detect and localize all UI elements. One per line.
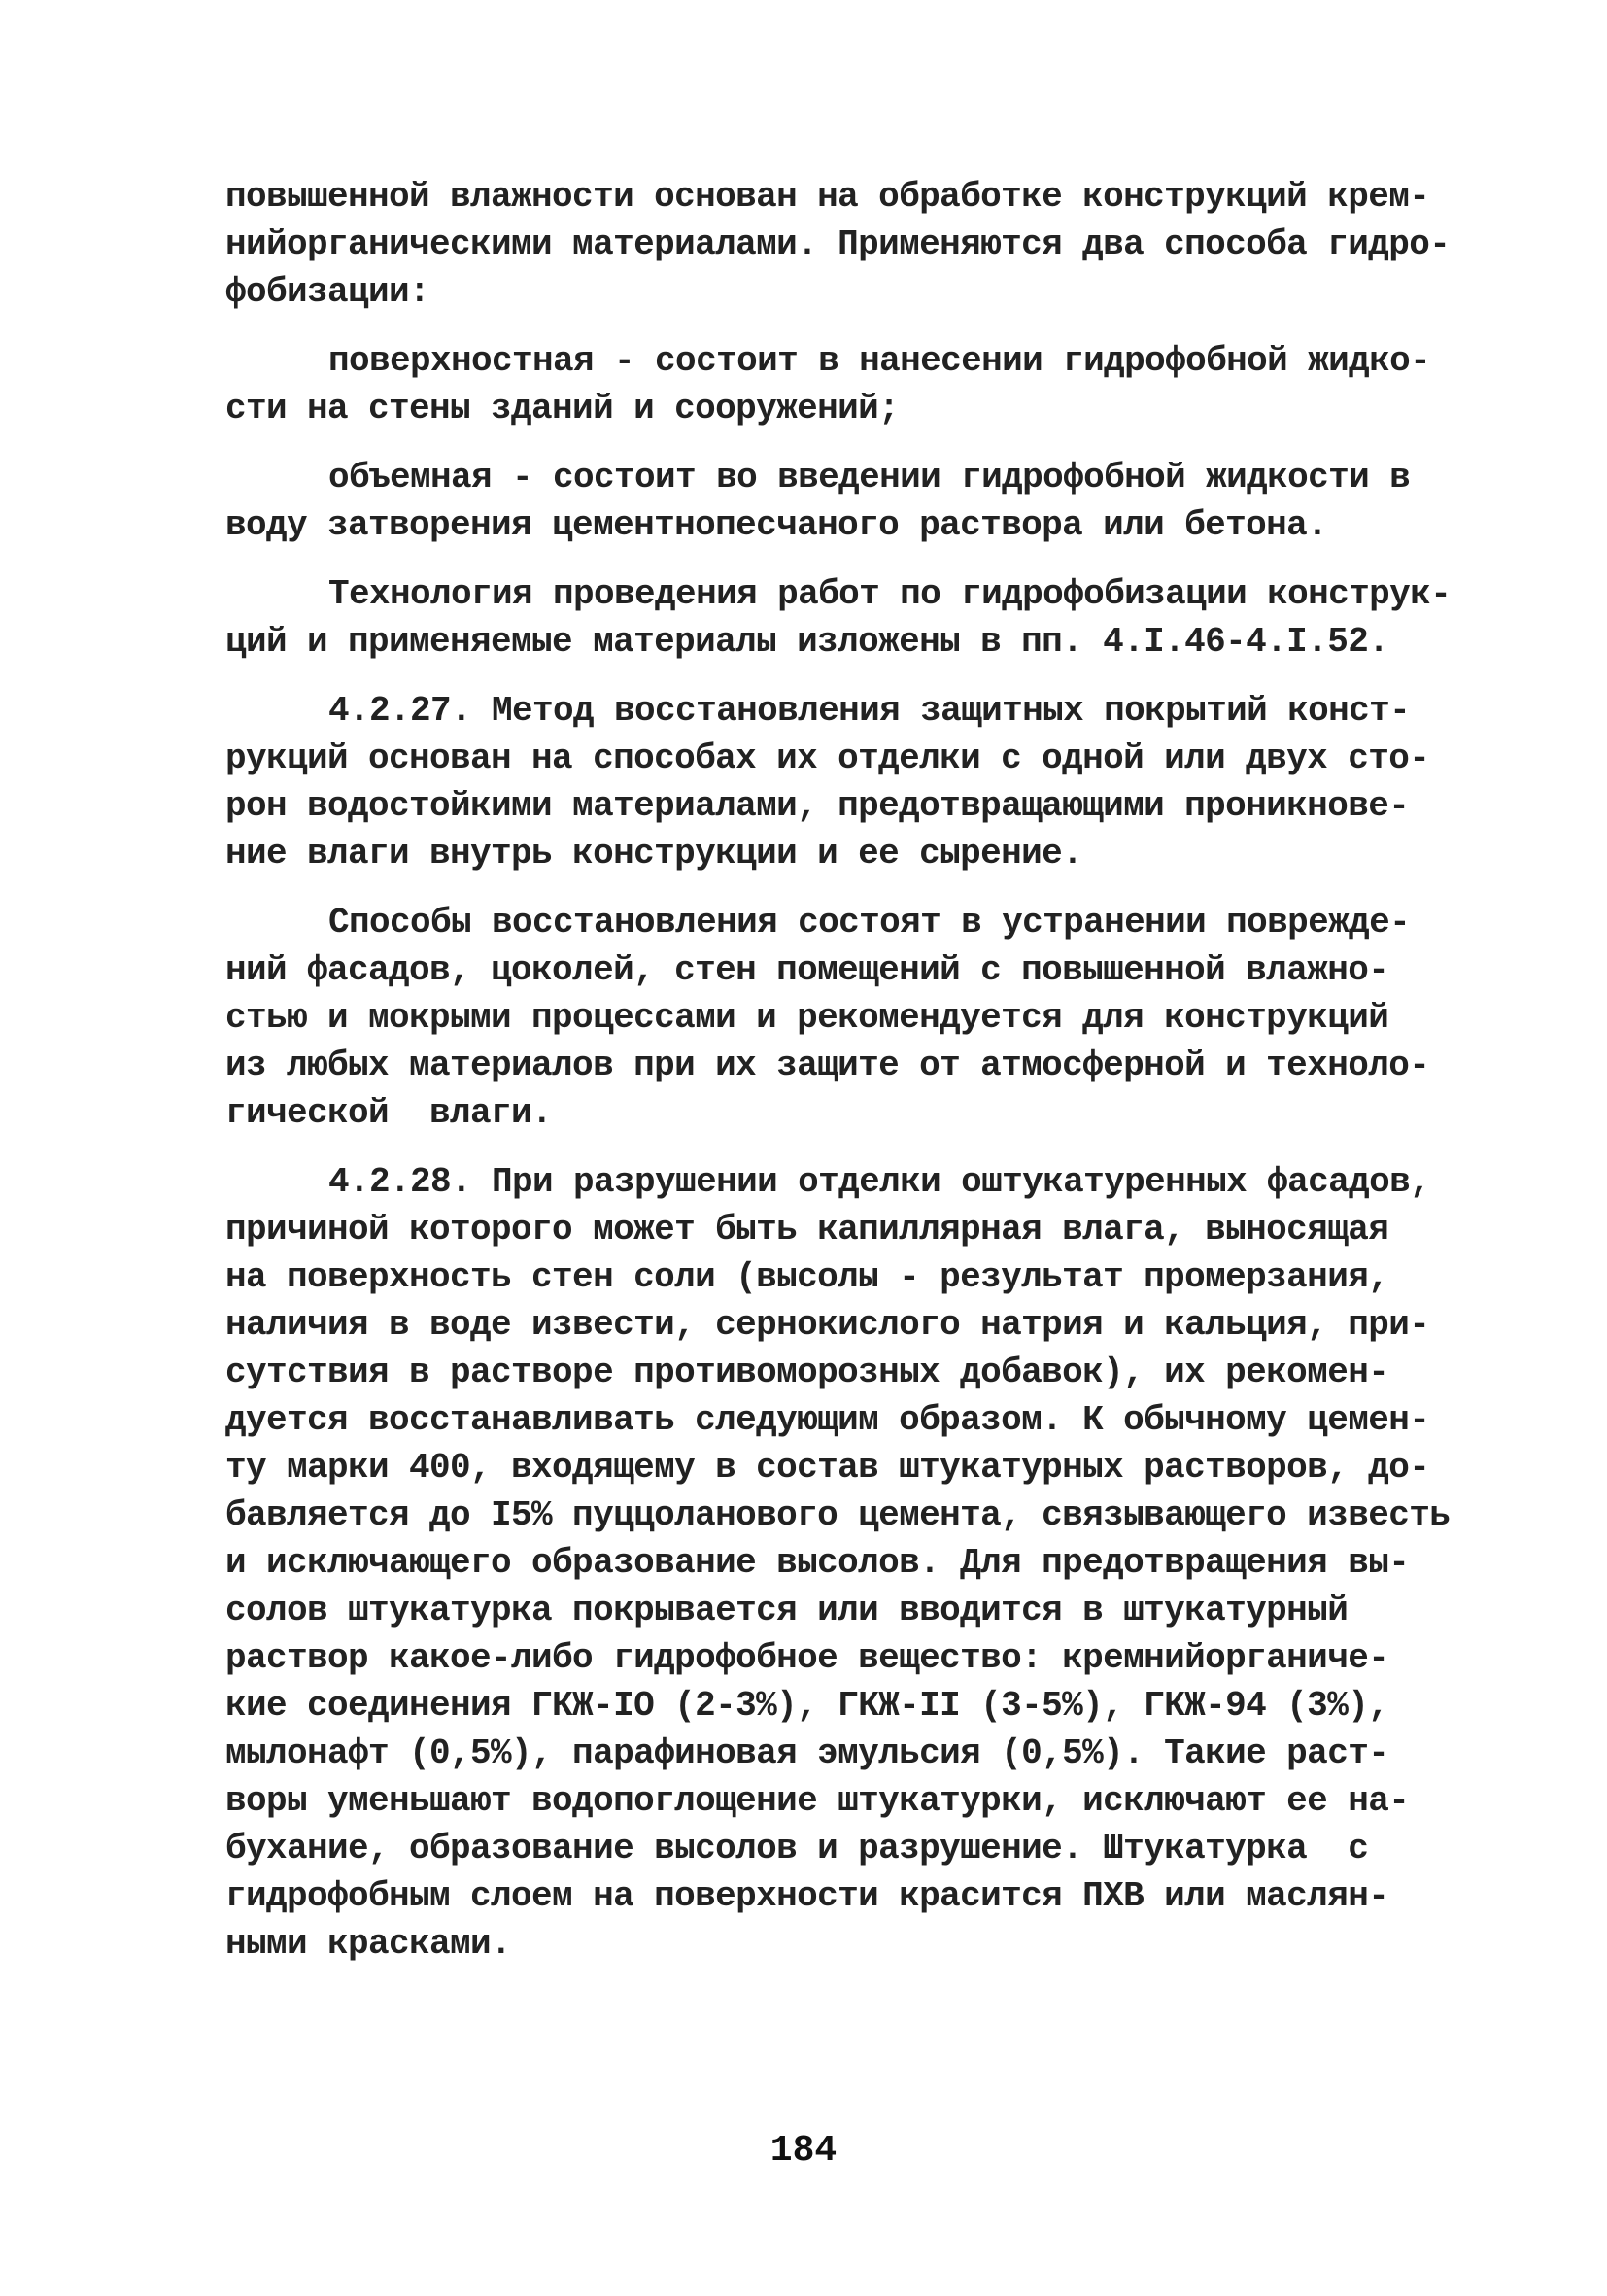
text-line: воры уменьшают водопоглощение штукатурки, исключают ее на- <box>225 1781 1410 1821</box>
text-line: бухание, образование высолов и разрушение. Штукатурка с <box>225 1829 1369 1868</box>
text-line: нийорганическими материалами. Применяются два способа гидро- <box>225 224 1451 264</box>
text-line: ту марки 400, входящему в состав штукатурных растворов, до- <box>225 1448 1430 1488</box>
paragraph <box>225 173 1451 316</box>
text-line: на поверхность стен соли (высолы - результат промерзания, <box>225 1257 1389 1297</box>
text-line: сутствия в растворе противоморозных добавок), их рекомен- <box>225 1353 1389 1392</box>
paragraph <box>225 687 1430 877</box>
text-line: гической влаги. <box>225 1093 553 1133</box>
text-line: солов штукатурка покрывается или вводится в штукатурный <box>225 1591 1349 1630</box>
text-line: объемная - состоит во введении гидрофобной жидкости в <box>328 458 1411 497</box>
text-line: гидрофобным слоем на поверхности красится ПХВ или маслян- <box>225 1876 1389 1916</box>
text-line: из любых материалов при их защите от атмосферной и техноло- <box>225 1045 1430 1085</box>
page-number: 184 <box>769 2130 838 2172</box>
text-line: мылонафт (0,5%), парафиновая эмульсия (0,5%). Такие раст- <box>225 1733 1389 1773</box>
text-line: раствор какое-либо гидрофобное вещество: кремнийорганиче- <box>225 1638 1389 1678</box>
text-line: кие соединения ГКЖ-IO (2-3%), ГКЖ-II (3-5%), ГКЖ-94 (3%), <box>225 1686 1389 1726</box>
text-line: и исключающего образование высолов. Для предотвращения вы- <box>225 1543 1410 1583</box>
text-line: поверхностная - состоит в нанесении гидрофобной жидко- <box>328 341 1431 381</box>
text-line: Способы восстановления состоят в устранении поврежде- <box>328 903 1411 942</box>
paragraph <box>225 1158 1451 1968</box>
text-line: сти на стены зданий и сооружений; <box>225 389 900 428</box>
text-line: причиной которого может быть капиллярная влага, выносящая <box>225 1210 1389 1250</box>
text-line: наличия в воде извести, сернокислого натрия и кальция, при- <box>225 1305 1430 1345</box>
paragraph-gap <box>225 1137 1430 1158</box>
paragraph-gap <box>225 549 1430 570</box>
paragraph-gap <box>225 316 1430 337</box>
text-line: ний фасадов, цоколей, стен помещений с повышенной влажно- <box>225 950 1389 990</box>
text-line: Технология проведения работ по гидрофобизации конструк- <box>328 574 1452 614</box>
paragraph-gap <box>225 666 1430 687</box>
text-line: воду затворения цементнопесчаного раствора или бетона. <box>225 505 1328 545</box>
paragraph-gap <box>225 877 1430 899</box>
text-line: рукций основан на способах их отделки с одной или двух сто- <box>225 738 1430 778</box>
text-line: 4.2.27. Метод восстановления защитных покрытий конст- <box>328 691 1411 731</box>
paragraph <box>225 570 1452 666</box>
text-line: повышенной влажности основан на обработке конструкций крем- <box>225 177 1430 217</box>
text-line: ций и применяемые материалы изложены в пп. 4.I.46-4.I.52. <box>225 622 1389 662</box>
text-line: фобизации: <box>225 272 430 312</box>
text-line: бавляется до I5% пуццоланового цемента, связывающего известь <box>225 1495 1451 1535</box>
paragraph-gap <box>225 432 1430 454</box>
text-line: стью и мокрыми процессами и рекомендуется для конструкций <box>225 998 1389 1038</box>
text-line: ние влаги внутрь конструкции и ее сырение. <box>225 834 1083 874</box>
text-line: 4.2.28. При разрушении отделки оштукатуренных фасадов, <box>328 1162 1431 1202</box>
paragraph <box>225 454 1430 549</box>
text-line: ными красками. <box>225 1924 512 1964</box>
body-text <box>225 173 1452 1968</box>
paragraph <box>225 337 1430 432</box>
paragraph <box>225 899 1430 1137</box>
text-line: дуется восстанавливать следующим образом. К обычному цемен- <box>225 1400 1430 1440</box>
text-line: рон водостойкими материалами, предотвращающими проникнове- <box>225 786 1410 826</box>
